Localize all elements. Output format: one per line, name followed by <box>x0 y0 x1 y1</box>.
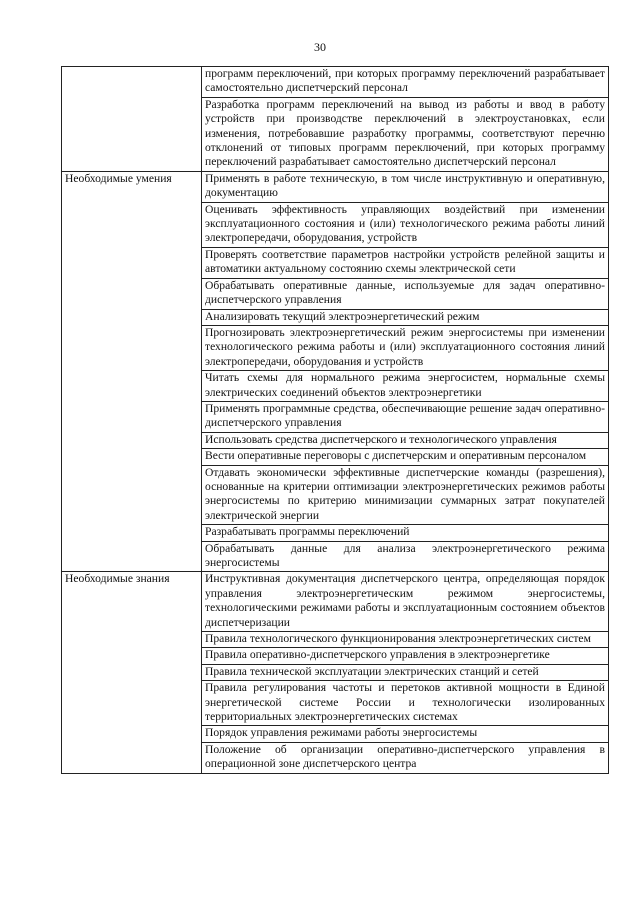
table-cell-text: Правила технологического функционирования электроэнергетических систем <box>202 632 609 648</box>
table-cell-text: Разработка программ переключений на вывод из работы и ввод в работу устройств при производстве переключений в электроустановках, если изменения, потребовавшие разработку программы, соответствуют перечню отклонений от типовых программ переключений, при которых программу переключений разрабатывает самостоятельно диспетчерский персонал <box>202 97 609 171</box>
table-cell-text: Применять программные средства, обеспечивающие решение задач оперативно-диспетчерского управления <box>202 401 609 432</box>
section-label-continued <box>62 67 202 172</box>
table-cell-text: Использовать средства диспетчерского и технологического управления <box>202 432 609 448</box>
competency-table-body <box>62 67 609 774</box>
table-cell-text: Обрабатывать данные для анализа электроэнергетического режима энергосистемы <box>202 541 609 572</box>
table-cell-text: Анализировать текущий электроэнергетический режим <box>202 309 609 325</box>
table-cell-text: Отдавать экономически эффективные диспетчерские команды (разрешения), основанные на критерии оптимизации электроэнергетических режимов работы энергосистемы по критерию минимизации суммарных затрат покупателей электрической энергии <box>202 465 609 525</box>
table-cell-text: Положение об организации оперативно-диспетчерского управления в операционной зоне диспетчерского центра <box>202 742 609 773</box>
table-cell-text: Прогнозировать электроэнергетический режим энергосистемы при изменении технологического режима работы и (или) эксплуатационного состояния линий электропередачи, оборудования и устройств <box>202 325 609 370</box>
table-cell-text: программ переключений, при которых программу переключений разрабатывает самостоятельно диспетчерский персонал <box>202 67 609 98</box>
table-cell-text: Применять в работе техническую, в том числе инструктивную и оперативную, документацию <box>202 171 609 202</box>
table-cell-text: Правила технической эксплуатации электрических станций и сетей <box>202 664 609 680</box>
table-cell-text: Порядок управления режимами работы энергосистемы <box>202 726 609 742</box>
table-cell-text: Вести оперативные переговоры с диспетчерским и оперативным персоналом <box>202 449 609 465</box>
table-cell-text: Проверять соответствие параметров настройки устройств релейной защиты и автоматики актуальному состоянию схемы электрической сети <box>202 247 609 278</box>
table-cell-text: Инструктивная документация диспетчерского центра, определяющая порядок управления электроэнергетическим режимом энергосистемы, технологическими режимами работы и эксплуатационным состоянием объектов диспетчеризации <box>202 572 609 632</box>
page-number: 30 <box>314 40 326 54</box>
section-label: Необходимые знания <box>62 572 202 773</box>
table-cell-text: Оценивать эффективность управляющих воздействий при изменении эксплуатационного состояния и (или) технологического режима работы линий электропередачи, оборудования, устройств <box>202 202 609 247</box>
table-cell-text: Читать схемы для нормального режима энергосистем, нормальные схемы электрических соединений объектов электроэнергетики <box>202 371 609 402</box>
table-row <box>62 572 609 632</box>
table-cell-text: Правила оперативно-диспетчерского управления в электроэнергетике <box>202 648 609 664</box>
table-cell-text: Обрабатывать оперативные данные, используемые для задач оперативно-диспетчерского управления <box>202 278 609 309</box>
table-row <box>62 67 609 98</box>
table-cell-text: Разрабатывать программы переключений <box>202 525 609 541</box>
section-label: Необходимые умения <box>62 171 202 572</box>
table-row <box>62 171 609 202</box>
competency-table <box>61 66 609 774</box>
table-cell-text: Правила регулирования частоты и перетоков активной мощности в Единой энергетической системе России и технологически изолированных территориальных электроэнергетических системах <box>202 681 609 726</box>
